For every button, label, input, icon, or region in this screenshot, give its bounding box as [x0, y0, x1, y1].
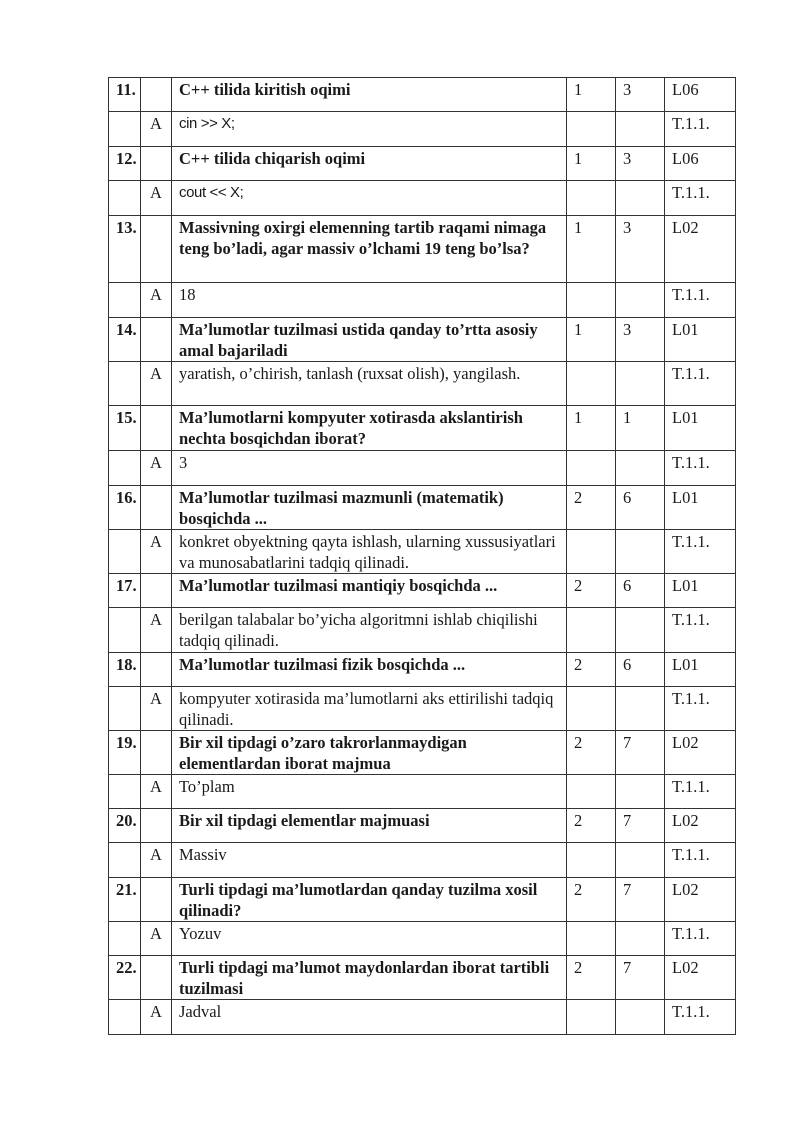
- question-number: 22.: [109, 956, 141, 1000]
- question-code: L01: [665, 406, 736, 451]
- question-text: Ma’lumotlarni kompyuter xotirasda akslantirish nechta bosqichdan iborat?: [172, 406, 567, 451]
- answer-level-empty: [567, 922, 616, 956]
- answer-row: [109, 283, 736, 318]
- answer-level-empty: [567, 362, 616, 406]
- question-level: 2: [567, 653, 616, 687]
- answer-number-empty: [109, 451, 141, 486]
- answer-number-empty: [109, 843, 141, 878]
- answer-number-empty: [109, 362, 141, 406]
- answer-score-empty: [616, 283, 665, 318]
- question-text: Turli tipdagi ma’lumot maydonlardan iborat tartibli tuzilmasi: [172, 956, 567, 1000]
- question-number: 21.: [109, 878, 141, 922]
- answer-text: cin >> X;: [172, 112, 567, 147]
- answer-score-empty: [616, 451, 665, 486]
- question-code: L06: [665, 78, 736, 112]
- answer-code: T.1.1.: [665, 775, 736, 809]
- question-number: 12.: [109, 147, 141, 181]
- question-score: 6: [616, 653, 665, 687]
- answer-score-empty: [616, 112, 665, 147]
- question-variant-empty: [141, 486, 172, 530]
- question-row: [109, 147, 736, 181]
- question-row: [109, 809, 736, 843]
- answer-score-empty: [616, 843, 665, 878]
- question-code: L01: [665, 574, 736, 608]
- answer-text: yaratish, o’chirish, tanlash (ruxsat olish), yangilash.: [172, 362, 567, 406]
- question-code: L02: [665, 878, 736, 922]
- question-number: 16.: [109, 486, 141, 530]
- questions-table: [108, 77, 736, 1035]
- answer-number-empty: [109, 687, 141, 731]
- question-text: Ma’lumotlar tuzilmasi ustida qanday to’rtta asosiy amal bajariladi: [172, 318, 567, 362]
- answer-row: [109, 775, 736, 809]
- question-text: Bir xil tipdagi o’zaro takrorlanmaydigan elementlardan iborat majmua: [172, 731, 567, 775]
- question-level: 2: [567, 574, 616, 608]
- answer-row: [109, 530, 736, 574]
- question-row: [109, 956, 736, 1000]
- question-row: [109, 318, 736, 362]
- answer-row: [109, 843, 736, 878]
- answer-text: Jadval: [172, 1000, 567, 1035]
- answer-variant-label: A: [141, 687, 172, 731]
- answer-level-empty: [567, 608, 616, 653]
- answer-variant-label: A: [141, 362, 172, 406]
- question-row: [109, 731, 736, 775]
- question-variant-empty: [141, 878, 172, 922]
- question-text: Ma’lumotlar tuzilmasi mazmunli (matematik) bosqichda ...: [172, 486, 567, 530]
- answer-score-empty: [616, 608, 665, 653]
- question-score: 6: [616, 574, 665, 608]
- answer-number-empty: [109, 1000, 141, 1035]
- answer-level-empty: [567, 687, 616, 731]
- question-variant-empty: [141, 809, 172, 843]
- answer-code: T.1.1.: [665, 362, 736, 406]
- answer-level-empty: [567, 112, 616, 147]
- answer-code: T.1.1.: [665, 608, 736, 653]
- answer-variant-label: A: [141, 922, 172, 956]
- answer-code: T.1.1.: [665, 530, 736, 574]
- question-score: 3: [616, 216, 665, 283]
- question-level: 1: [567, 216, 616, 283]
- answer-number-empty: [109, 530, 141, 574]
- question-number: 19.: [109, 731, 141, 775]
- question-level: 2: [567, 956, 616, 1000]
- answer-variant-label: A: [141, 775, 172, 809]
- question-code: L02: [665, 956, 736, 1000]
- answer-score-empty: [616, 362, 665, 406]
- answer-number-empty: [109, 922, 141, 956]
- answer-text: cout << X;: [172, 181, 567, 216]
- question-row: [109, 78, 736, 112]
- question-score: 1: [616, 406, 665, 451]
- question-text: Ma’lumotlar tuzilmasi mantiqiy bosqichda ...: [172, 574, 567, 608]
- answer-text: To’plam: [172, 775, 567, 809]
- answer-code: T.1.1.: [665, 451, 736, 486]
- question-code: L01: [665, 653, 736, 687]
- answer-text: konkret obyektning qayta ishlash, ularning xussusiyatlari va munosabatlarini tadqiq qilinadi.: [172, 530, 567, 574]
- answer-row: [109, 687, 736, 731]
- answer-row: [109, 922, 736, 956]
- question-score: 3: [616, 147, 665, 181]
- question-level: 1: [567, 318, 616, 362]
- answer-text: Yozuv: [172, 922, 567, 956]
- answer-score-empty: [616, 687, 665, 731]
- answer-score-empty: [616, 181, 665, 216]
- question-code: L01: [665, 486, 736, 530]
- question-text: C++ tilida chiqarish oqimi: [172, 147, 567, 181]
- answer-score-empty: [616, 775, 665, 809]
- answer-row: [109, 362, 736, 406]
- answer-row: [109, 1000, 736, 1035]
- answer-code: T.1.1.: [665, 283, 736, 318]
- question-variant-empty: [141, 147, 172, 181]
- question-number: 20.: [109, 809, 141, 843]
- question-variant-empty: [141, 956, 172, 1000]
- answer-row: [109, 181, 736, 216]
- question-score: 7: [616, 956, 665, 1000]
- answer-text: kompyuter xotirasida ma’lumotlarni aks ettirilishi tadqiq qilinadi.: [172, 687, 567, 731]
- question-text: Massivning oxirgi elemenning tartib raqami nimaga teng bo’ladi, agar massiv o’lchami 19 teng bo’lsa?: [172, 216, 567, 283]
- answer-level-empty: [567, 181, 616, 216]
- answer-number-empty: [109, 283, 141, 318]
- answer-variant-label: A: [141, 181, 172, 216]
- question-score: 3: [616, 318, 665, 362]
- answer-level-empty: [567, 775, 616, 809]
- question-row: [109, 216, 736, 283]
- question-number: 18.: [109, 653, 141, 687]
- question-number: 11.: [109, 78, 141, 112]
- answer-number-empty: [109, 181, 141, 216]
- answer-code: T.1.1.: [665, 687, 736, 731]
- answer-variant-label: A: [141, 283, 172, 318]
- answer-variant-label: A: [141, 1000, 172, 1035]
- question-variant-empty: [141, 653, 172, 687]
- question-variant-empty: [141, 216, 172, 283]
- answer-code: T.1.1.: [665, 922, 736, 956]
- question-row: [109, 486, 736, 530]
- question-number: 13.: [109, 216, 141, 283]
- question-level: 2: [567, 878, 616, 922]
- question-code: L02: [665, 731, 736, 775]
- question-score: 7: [616, 878, 665, 922]
- answer-score-empty: [616, 530, 665, 574]
- question-row: [109, 574, 736, 608]
- question-level: 1: [567, 78, 616, 112]
- question-variant-empty: [141, 731, 172, 775]
- answer-level-empty: [567, 283, 616, 318]
- answer-number-empty: [109, 608, 141, 653]
- question-level: 2: [567, 731, 616, 775]
- answer-level-empty: [567, 530, 616, 574]
- question-variant-empty: [141, 406, 172, 451]
- answer-variant-label: A: [141, 608, 172, 653]
- question-code: L01: [665, 318, 736, 362]
- answer-variant-label: A: [141, 530, 172, 574]
- answer-code: T.1.1.: [665, 112, 736, 147]
- question-variant-empty: [141, 78, 172, 112]
- question-code: L02: [665, 216, 736, 283]
- answer-variant-label: A: [141, 451, 172, 486]
- answer-row: [109, 451, 736, 486]
- question-level: 1: [567, 406, 616, 451]
- question-score: 7: [616, 731, 665, 775]
- question-row: [109, 653, 736, 687]
- answer-text: berilgan talabalar bo’yicha algoritmni ishlab chiqilishi tadqiq qilinadi.: [172, 608, 567, 653]
- question-number: 15.: [109, 406, 141, 451]
- answer-score-empty: [616, 1000, 665, 1035]
- question-code: L02: [665, 809, 736, 843]
- question-level: 2: [567, 809, 616, 843]
- answer-level-empty: [567, 1000, 616, 1035]
- question-variant-empty: [141, 574, 172, 608]
- answer-text: 18: [172, 283, 567, 318]
- question-level: 1: [567, 147, 616, 181]
- question-row: [109, 878, 736, 922]
- answer-code: T.1.1.: [665, 181, 736, 216]
- answer-row: [109, 608, 736, 653]
- question-text: Turli tipdagi ma’lumotlardan qanday tuzilma xosil qilinadi?: [172, 878, 567, 922]
- answer-level-empty: [567, 843, 616, 878]
- answer-variant-label: A: [141, 843, 172, 878]
- answer-number-empty: [109, 775, 141, 809]
- question-text: C++ tilida kiritish oqimi: [172, 78, 567, 112]
- question-text: Bir xil tipdagi elementlar majmuasi: [172, 809, 567, 843]
- answer-code: T.1.1.: [665, 843, 736, 878]
- question-number: 17.: [109, 574, 141, 608]
- question-score: 7: [616, 809, 665, 843]
- question-number: 14.: [109, 318, 141, 362]
- question-score: 3: [616, 78, 665, 112]
- question-row: [109, 406, 736, 451]
- answer-text: Massiv: [172, 843, 567, 878]
- answer-variant-label: A: [141, 112, 172, 147]
- answer-number-empty: [109, 112, 141, 147]
- question-level: 2: [567, 486, 616, 530]
- answer-text: 3: [172, 451, 567, 486]
- question-variant-empty: [141, 318, 172, 362]
- answer-level-empty: [567, 451, 616, 486]
- question-score: 6: [616, 486, 665, 530]
- questions-table-body: [109, 78, 736, 1035]
- question-code: L06: [665, 147, 736, 181]
- answer-code: T.1.1.: [665, 1000, 736, 1035]
- question-text: Ma’lumotlar tuzilmasi fizik bosqichda ...: [172, 653, 567, 687]
- answer-score-empty: [616, 922, 665, 956]
- answer-row: [109, 112, 736, 147]
